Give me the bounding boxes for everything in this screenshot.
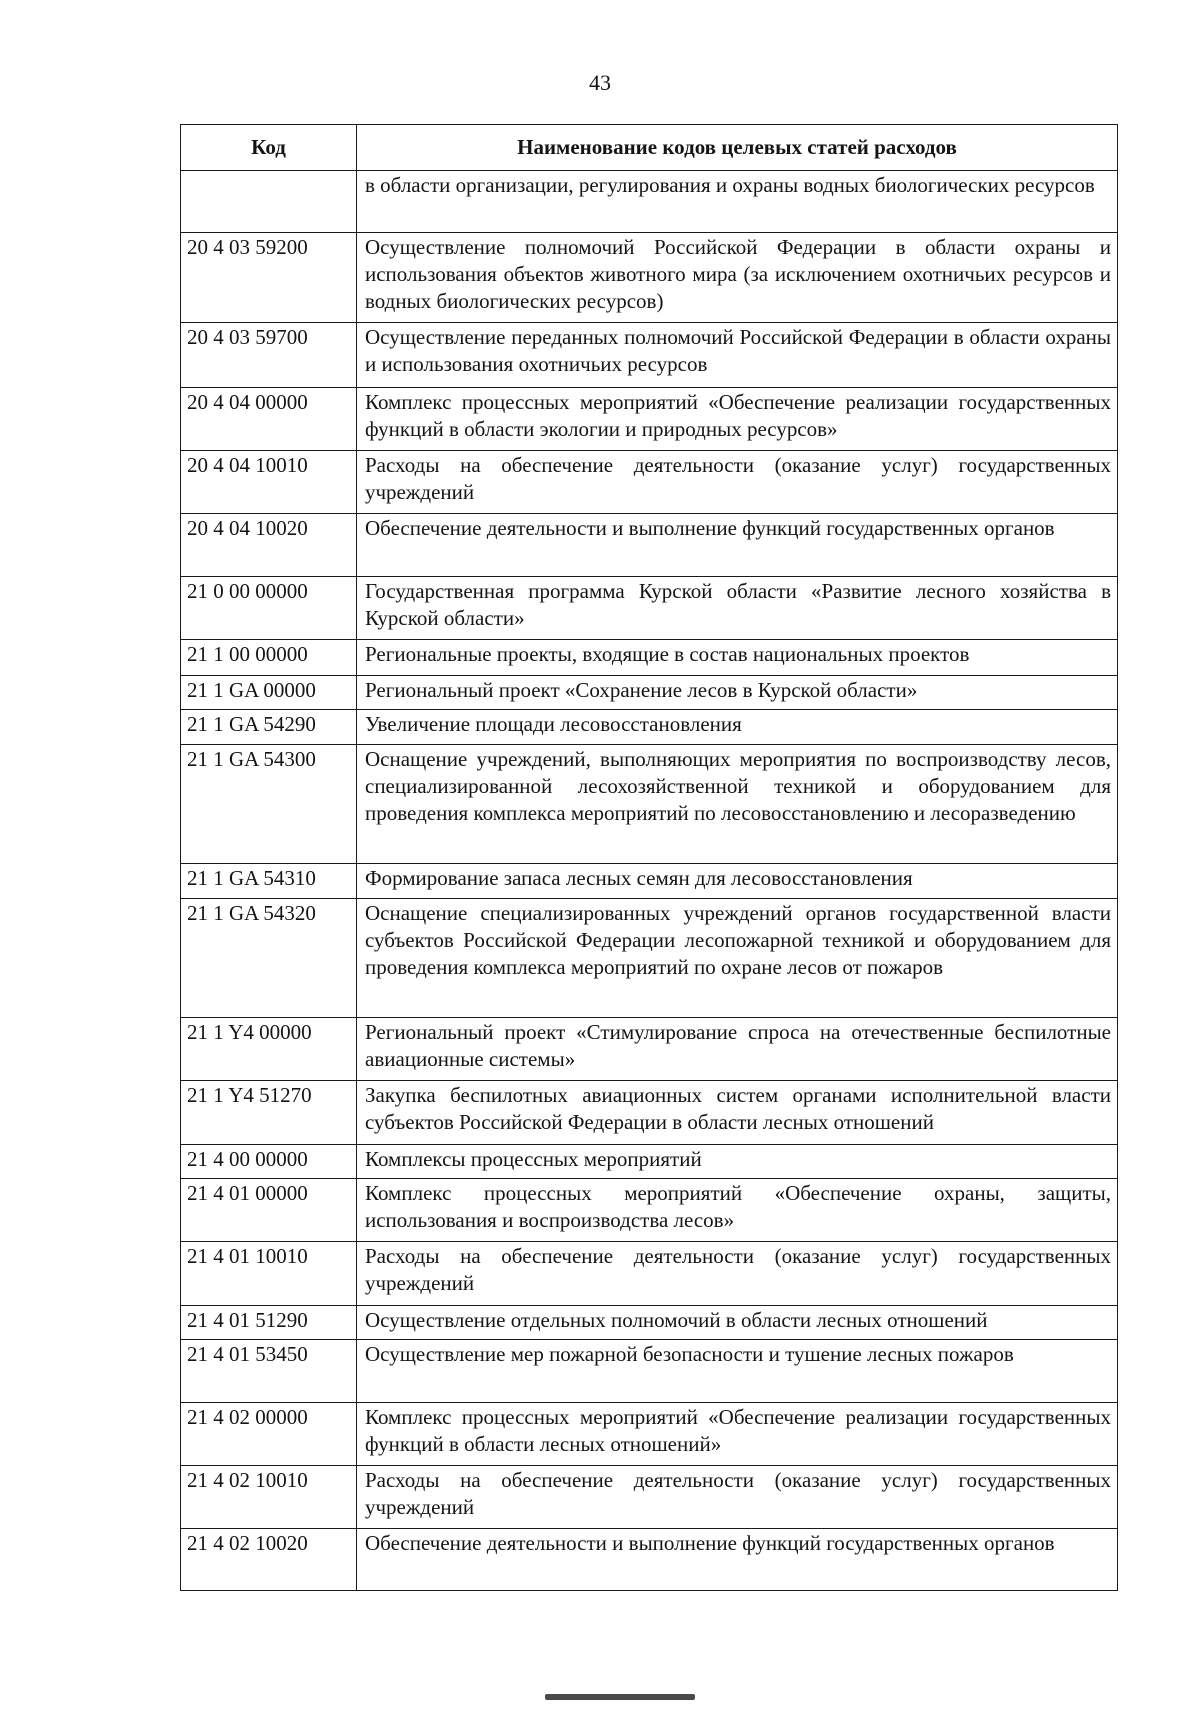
- row-name: Оснащение учреждений, выполняющих мероприятия по воспроизводству лесов, специализированной лесохозяйственной техникой и оборудованием для проведения комплекса мероприятий по лесовосстановлению и лесоразведению: [357, 744, 1118, 863]
- row-name: Комплекс процессных мероприятий «Обеспечение реализации государственных функций в области лесных отношений»: [357, 1402, 1118, 1465]
- row-code: 20 4 04 00000: [181, 387, 357, 450]
- table-row: [181, 450, 1118, 513]
- row-name: Расходы на обеспечение деятельности (оказание услуг) государственных учреждений: [357, 1242, 1118, 1305]
- table-row: [181, 899, 1118, 1018]
- row-name: Расходы на обеспечение деятельности (оказание услуг) государственных учреждений: [357, 1465, 1118, 1528]
- row-code: 21 4 01 10010: [181, 1242, 357, 1305]
- row-code: 21 1 GA 54300: [181, 744, 357, 863]
- table-row: [181, 171, 1118, 233]
- row-name: Комплексы процессных мероприятий: [357, 1144, 1118, 1178]
- row-code: 21 1 GA 00000: [181, 675, 357, 709]
- page-number: 43: [589, 70, 611, 95]
- row-code: 21 1 GA 54310: [181, 863, 357, 898]
- table-row: [181, 576, 1118, 639]
- row-code: 21 4 02 10010: [181, 1465, 357, 1528]
- row-code: 21 1 00 00000: [181, 640, 357, 675]
- row-name: Формирование запаса лесных семян для лесовосстановления: [357, 863, 1118, 898]
- row-name: Увеличение площади лесовосстановления: [357, 709, 1118, 744]
- table-row: [181, 1402, 1118, 1465]
- table-row: [181, 1178, 1118, 1241]
- row-code: 20 4 03 59700: [181, 323, 357, 387]
- row-name: Оснащение специализированных учреждений органов государственной власти субъектов Российской Федерации лесопожарной техникой и оборудованием для проведения комплекса мероприятий по охране лесов от пожаров: [357, 899, 1118, 1018]
- row-name: Обеспечение деятельности и выполнение функций государственных органов: [357, 1529, 1118, 1591]
- row-code: 21 4 01 53450: [181, 1340, 357, 1402]
- row-name: Комплекс процессных мероприятий «Обеспечение охраны, защиты, использования и воспроизводства лесов»: [357, 1178, 1118, 1241]
- row-name: Обеспечение деятельности и выполнение функций государственных органов: [357, 514, 1118, 576]
- table-row: [181, 744, 1118, 863]
- table-header-row: [181, 125, 1118, 171]
- row-name: Государственная программа Курской области «Развитие лесного хозяйства в Курской области»: [357, 576, 1118, 639]
- budget-codes-table: [180, 124, 1118, 1591]
- row-code: 21 0 00 00000: [181, 576, 357, 639]
- row-name: Осуществление переданных полномочий Российской Федерации в области охраны и использования охотничьих ресурсов: [357, 323, 1118, 387]
- row-code: 21 4 02 00000: [181, 1402, 357, 1465]
- row-name: Региональные проекты, входящие в состав национальных проектов: [357, 640, 1118, 675]
- table-row: [181, 640, 1118, 675]
- row-name: Закупка беспилотных авиационных систем органами исполнительной власти субъектов Российской Федерации в области лесных отношений: [357, 1081, 1118, 1144]
- table-row: [181, 1465, 1118, 1528]
- table-row: [181, 675, 1118, 709]
- row-name: Региональный проект «Стимулирование спроса на отечественные беспилотные авиационные системы»: [357, 1017, 1118, 1080]
- row-name: в области организации, регулирования и охраны водных биологических ресурсов: [357, 171, 1118, 233]
- table-row: [181, 1017, 1118, 1080]
- row-name: Расходы на обеспечение деятельности (оказание услуг) государственных учреждений: [357, 450, 1118, 513]
- table-row: [181, 1529, 1118, 1591]
- row-code: 21 1 GA 54290: [181, 709, 357, 744]
- header-code: Код: [181, 125, 357, 171]
- row-code: [181, 171, 357, 233]
- row-code: 20 4 03 59200: [181, 233, 357, 323]
- table-row: [181, 1081, 1118, 1144]
- row-name: Осуществление полномочий Российской Федерации в области охраны и использования объектов животного мира (за исключением охотничьих ресурсов и водных биологических ресурсов): [357, 233, 1118, 323]
- row-code: 21 4 02 10020: [181, 1529, 357, 1591]
- table-row: [181, 387, 1118, 450]
- row-code: 20 4 04 10020: [181, 514, 357, 576]
- table-row: [181, 1144, 1118, 1178]
- scan-mark: [545, 1694, 695, 1700]
- row-code: 21 4 01 51290: [181, 1305, 357, 1339]
- row-code: 21 4 01 00000: [181, 1178, 357, 1241]
- row-code: 21 1 Y4 51270: [181, 1081, 357, 1144]
- table-row: [181, 514, 1118, 576]
- table-row: [181, 709, 1118, 744]
- table-row: [181, 1305, 1118, 1339]
- header-name: Наименование кодов целевых статей расходов: [357, 125, 1118, 171]
- row-code: 21 1 GA 54320: [181, 899, 357, 1018]
- table-row: [181, 233, 1118, 323]
- table-row: [181, 323, 1118, 387]
- table-row: [181, 1242, 1118, 1305]
- table-row: [181, 863, 1118, 898]
- row-name: Региональный проект «Сохранение лесов в Курской области»: [357, 675, 1118, 709]
- row-name: Осуществление мер пожарной безопасности и тушение лесных пожаров: [357, 1340, 1118, 1402]
- row-name: Осуществление отдельных полномочий в области лесных отношений: [357, 1305, 1118, 1339]
- row-code: 20 4 04 10010: [181, 450, 357, 513]
- row-code: 21 4 00 00000: [181, 1144, 357, 1178]
- row-name: Комплекс процессных мероприятий «Обеспечение реализации государственных функций в области экологии и природных ресурсов»: [357, 387, 1118, 450]
- table-row: [181, 1340, 1118, 1402]
- row-code: 21 1 Y4 00000: [181, 1017, 357, 1080]
